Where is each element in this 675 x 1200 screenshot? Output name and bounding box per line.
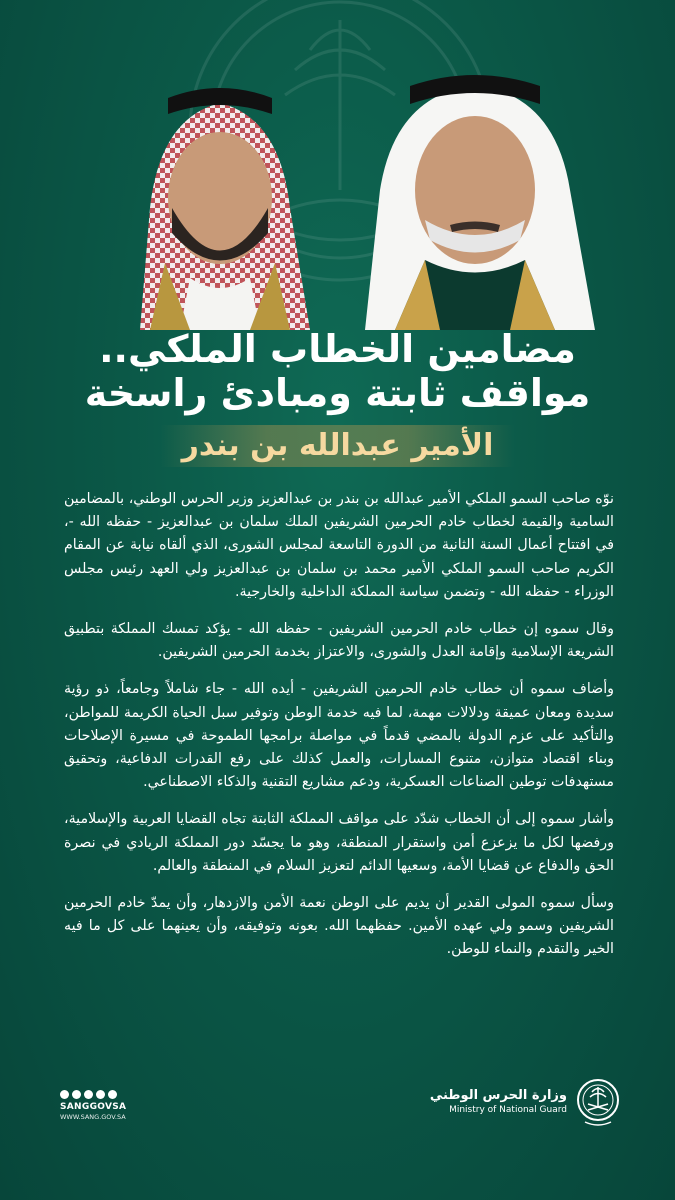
website-link[interactable]: WWW.SANG.GOV.SA xyxy=(60,1113,126,1121)
youtube-icon[interactable] xyxy=(96,1090,105,1099)
portrait-king xyxy=(340,50,610,330)
paragraph-1: نوّه صاحب السمو الملكي الأمير عبدالله بن بندر بن عبدالعزيز وزير الحرس الوطني، بالمضامين السامية والقيمة لخطاب خادم الحرمين الشريفين الملك سلمان بن عبدالعزيز - حفظه الله -، في افتتاح أعمال السنة الثانية من الدورة التاسعة لمجلس الشورى، الذي ألقاه نيابة عن المقام الكريم صاحب السمو الملكي الأمير محمد بن سلمان بن عبدالعزيز ولي العهد رئيس مجلس الوزراء - حفظه الله - وتضمن سياسة المملكة الداخلية والخارجية. xyxy=(64,491,614,600)
author-banner xyxy=(0,425,675,467)
ministry-name-en: Ministry of National Guard xyxy=(449,1105,567,1115)
portrait-crown-prince xyxy=(120,58,320,330)
facebook-icon[interactable] xyxy=(60,1090,69,1099)
snapchat-icon[interactable] xyxy=(108,1090,117,1099)
portraits xyxy=(120,40,620,330)
ministry-name-ar: وزارة الحرس الوطني xyxy=(429,1088,567,1103)
title-line-1: مضامين الخطاب الملكي.. xyxy=(99,327,576,371)
ministry-name xyxy=(430,1088,567,1116)
paragraph-2: وقال سموه إن خطاب خادم الحرمين الشريفين - حفظه الله - يؤكد تمسك المملكة بتطبيق الشريعة الإسلامية وإقامة العدل والشورى، والاعتزاز بخدمة الحرمين الشريفين. xyxy=(64,621,614,661)
paragraph-5: وسأل سموه المولى القدير أن يديم على الوطن نعمة الأمن والازدهار، وأن يمدّ خادم الحرمين الشريفين وسمو ولي عهده الأمين. حفظهما الله. بعونه وتوفيقه، وأن يعينهما على كل ما فيه الخير والتقدم والنماء للوطن. xyxy=(64,895,614,958)
instagram-icon[interactable] xyxy=(72,1090,81,1099)
title-line-2: مواقف ثابتة ومبادئ راسخة xyxy=(84,371,591,415)
ministry-branding xyxy=(430,1076,621,1128)
social-handle: SANGGOVSA xyxy=(60,1102,127,1112)
paragraph-4: وأشار سموه إلى أن الخطاب شدّد على مواقف المملكة الثابتة تجاه القضايا العربية والإسلامية، ورفضها لكل ما يزعزع أمن واستقرار المنطقة، وهو ما يجسّد دور المملكة الريادي في نصرة الحق والدفاع عن قضايا الأمة، وسعيها الدائم لتعزيز السلام في المنطقة والعالم. xyxy=(64,811,614,874)
social-footer xyxy=(60,1090,200,1122)
author-name: الأمير عبدالله بن بندر xyxy=(160,425,516,467)
social-icons xyxy=(60,1090,200,1099)
article-body xyxy=(64,488,614,976)
x-icon[interactable] xyxy=(84,1090,93,1099)
national-guard-emblem-icon xyxy=(575,1076,621,1128)
paragraph-3: وأضاف سموه أن خطاب خادم الحرمين الشريفين - أيده الله - جاء شاملاً وجامعاً، ذو رؤية سديدة ومعان عميقة ودلالات مهمة، لما فيه خدمة الوطن وتوفير سبل الحياة الكريمة للمواطن، والتأكيد على عزم الدولة بالمضي قدماً في مواصلة برامجها الطموحة في مسيرة الإصلاحات وبناء اقتصاد متوازن، متنوع المسارات، والعمل كذلك على رفع القدرات الدفاعية، وتحقيق مستهدفات توطين الصناعات العسكرية، ودعم مشاريع التقنية والذكاء الاصطناعي. xyxy=(64,681,614,791)
